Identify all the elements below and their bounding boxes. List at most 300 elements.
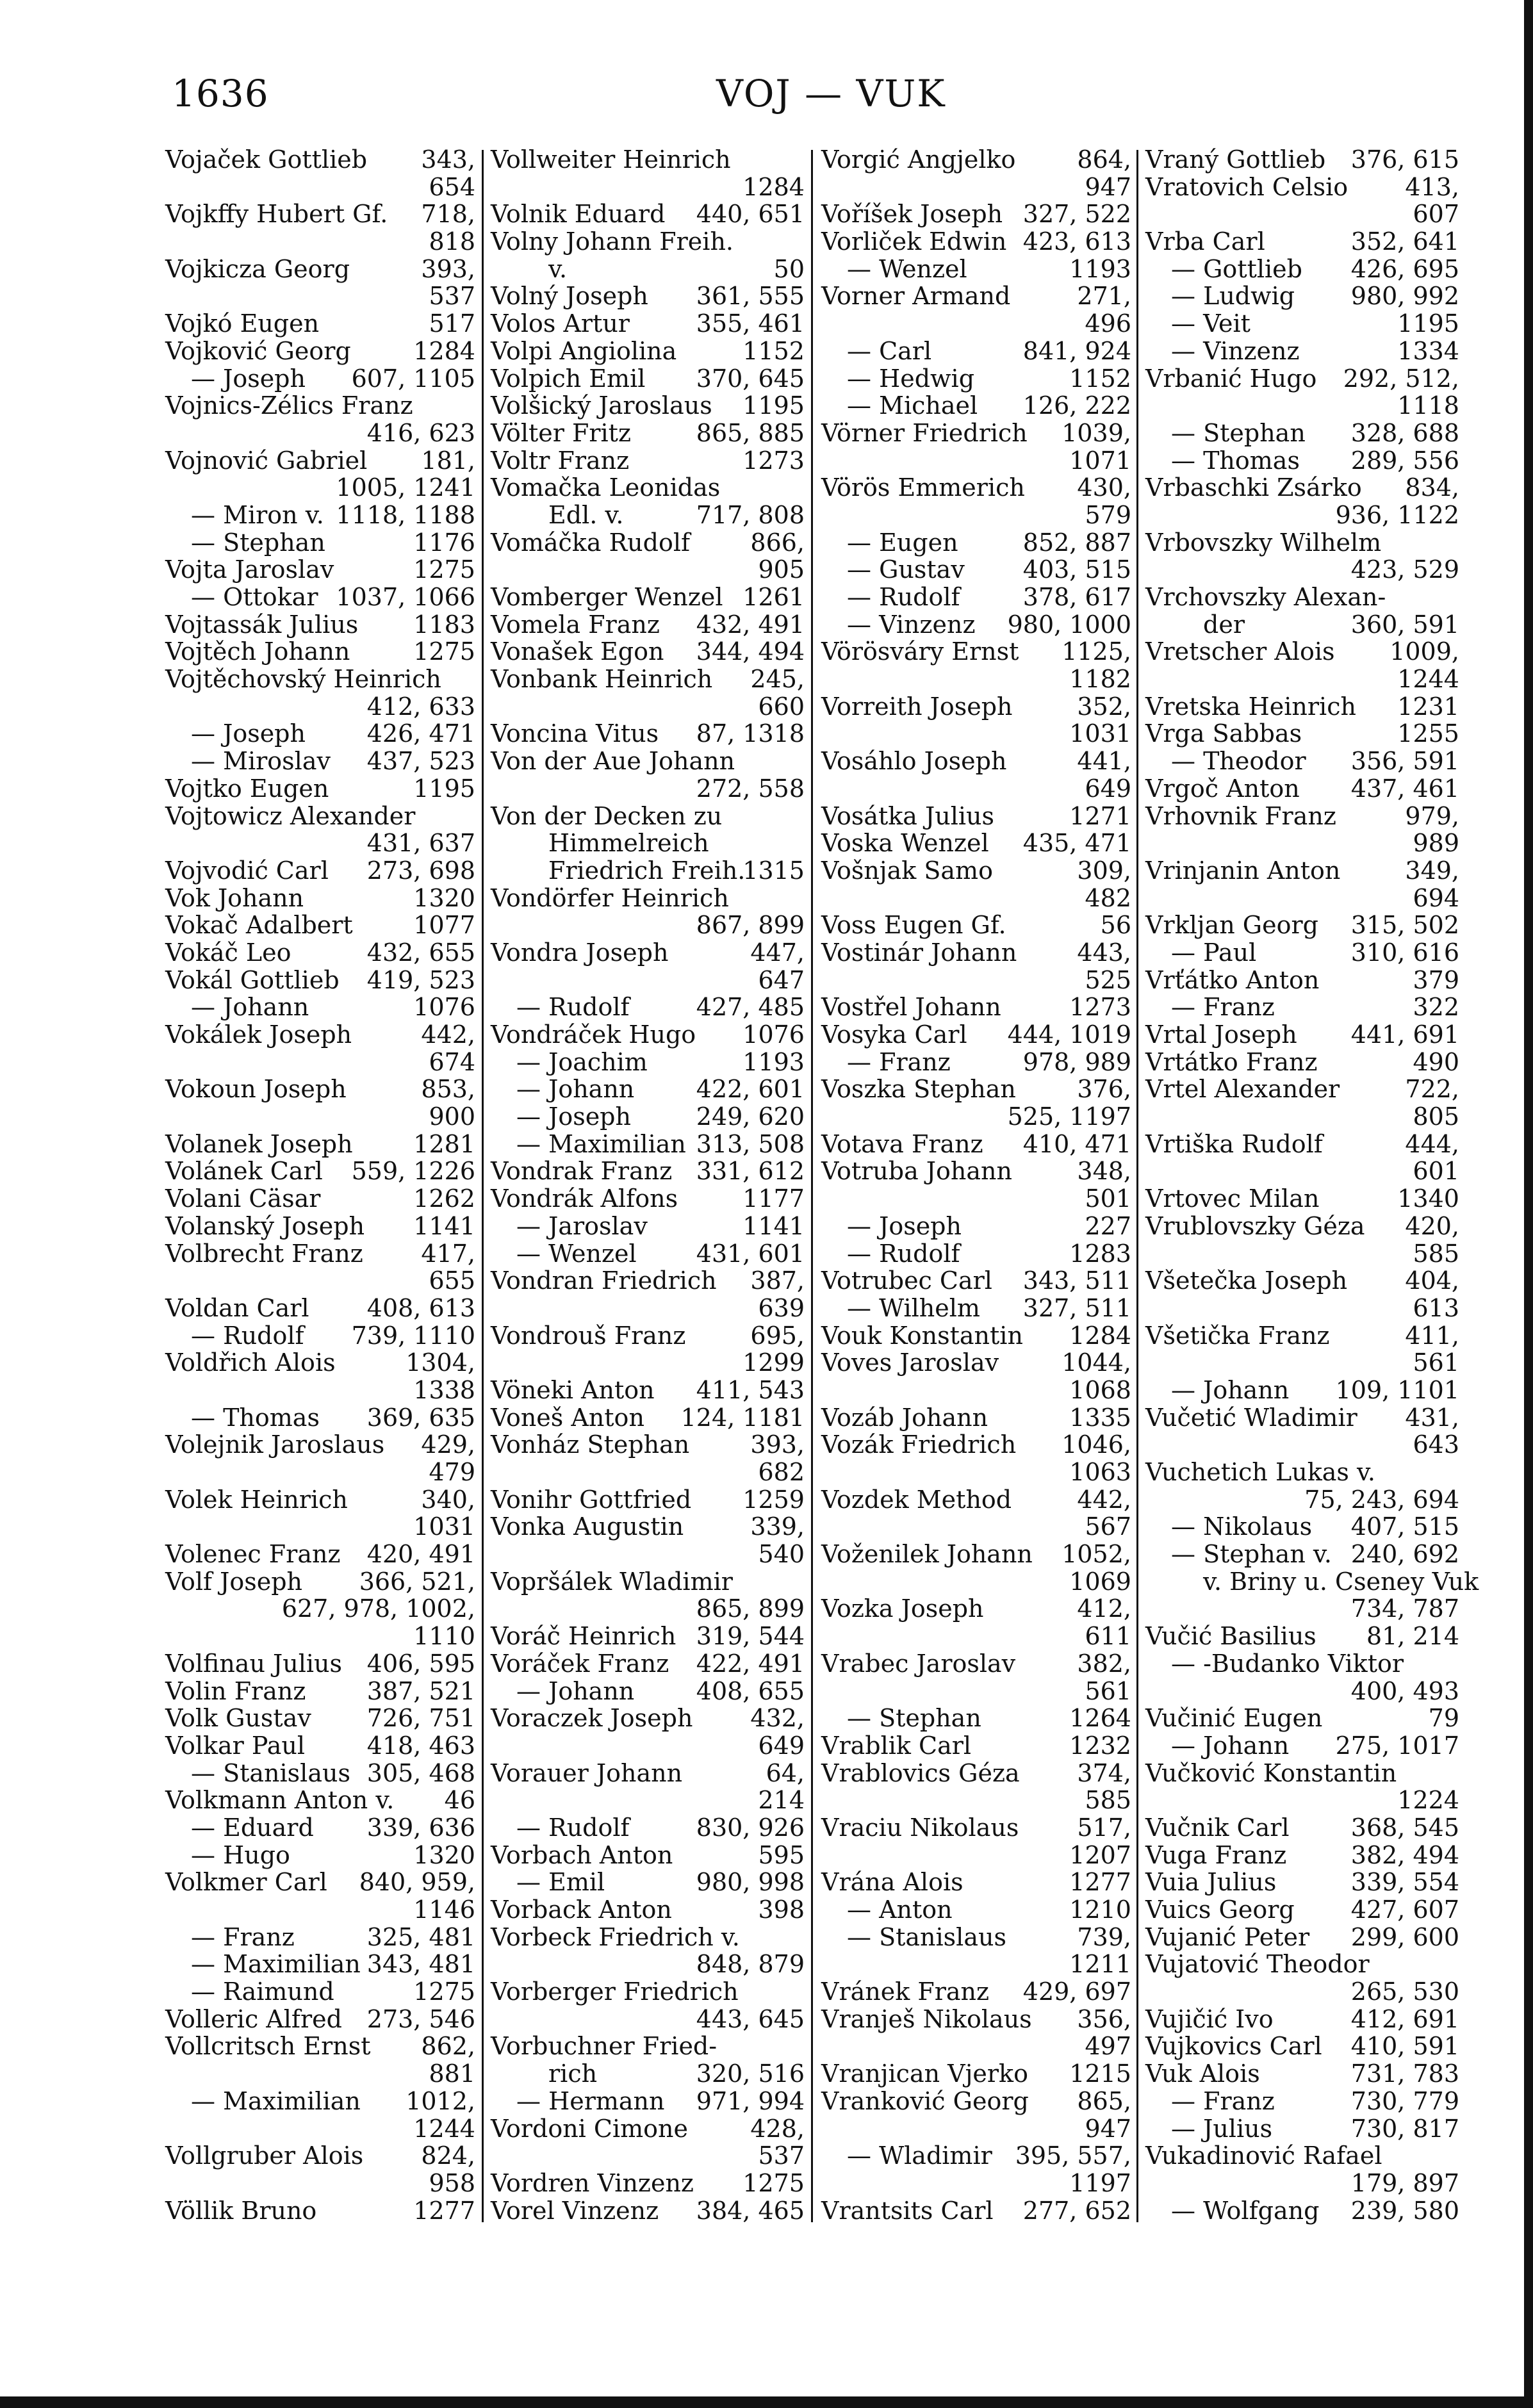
entry-line (821, 1240, 1131, 1268)
entry-name: Volleric Alfred (165, 2004, 342, 2033)
entry-name: Volšický Jaroslaus (491, 391, 712, 420)
entry-pages: 340, (421, 1485, 475, 1514)
entry-pages: 429, (421, 1430, 475, 1459)
entry-name: Vujkovics Carl (1145, 2032, 1322, 2061)
entry-line (491, 666, 805, 693)
entry-pages: 289, 556 (1350, 446, 1459, 475)
entry-line (821, 1131, 1131, 1158)
entry-line (821, 1595, 1131, 1623)
entry-name: Vrána Alois (821, 1868, 963, 1897)
entry-name: Vorberger Friedrich (491, 1978, 739, 2006)
entry-name: — Carl (847, 336, 932, 365)
entry-pages: 479 (429, 1458, 475, 1486)
entry-line (165, 693, 475, 721)
entry-line (821, 2060, 1131, 2088)
entry-line (821, 1869, 1131, 1896)
entry-name: Vrba Carl (1145, 227, 1265, 256)
entry-pages: 585 (1413, 1239, 1459, 1268)
entry-pages: 382, 494 (1350, 1840, 1459, 1869)
entry-name: Vojta Jaroslav (165, 555, 334, 584)
entry-line (821, 1541, 1131, 1568)
entry-line (1145, 1650, 1459, 1678)
entry-name: Vorauer Johann (491, 1758, 683, 1787)
entry-pages: 418, 463 (366, 1731, 475, 1760)
entry-pages: 1215 (1069, 2060, 1131, 2088)
entry-line (1145, 830, 1459, 857)
entry-line (165, 1678, 475, 1705)
entry-line (821, 584, 1131, 611)
entry-name: — Nikolaus (1171, 1512, 1313, 1541)
entry-name: Volin Franz (165, 1676, 306, 1705)
entry-line (491, 556, 805, 584)
entry-name: Vondra Joseph (491, 938, 669, 967)
entry-line (1145, 1541, 1459, 1568)
entry-line (821, 994, 1131, 1021)
entry-pages: 730, 779 (1350, 2086, 1459, 2115)
entry-line (491, 1459, 805, 1486)
entry-line (821, 1951, 1131, 1978)
entry-pages: 343, (421, 145, 475, 174)
entry-line (165, 1322, 475, 1350)
entry-pages: 447, (750, 938, 805, 967)
entry-line (491, 1650, 805, 1678)
entry-line (165, 146, 475, 174)
entry-line (165, 720, 475, 748)
entry-name: Vörös Emmerich (821, 473, 1025, 502)
column-1 (165, 146, 475, 2224)
entry-pages: 1031 (413, 1512, 475, 1541)
entry-line (491, 1322, 805, 1350)
entry-name: Vondrouš Franz (491, 1321, 686, 1350)
entry-name: Volpich Emil (491, 364, 646, 393)
entry-pages: 1063 (1069, 1458, 1131, 1486)
entry-name: Vojkicza Georg (165, 254, 350, 283)
entry-name: — Wilhelm (847, 1293, 980, 1322)
entry-pages: 1044, (1062, 1348, 1131, 1377)
entry-line (491, 939, 805, 967)
entry-name: — Stephan (191, 528, 325, 557)
entry-name: Vondran Friedrich (491, 1266, 717, 1295)
entry-pages: 305, 468 (366, 1758, 475, 1787)
entry-pages: 355, 461 (696, 309, 805, 338)
entry-pages: 277, 652 (1022, 2196, 1131, 2225)
entry-line (1145, 283, 1459, 310)
entry-name: Vorel Vinzenz (491, 2196, 659, 2225)
entry-line (1145, 584, 1459, 611)
entry-line (1145, 2060, 1459, 2088)
entry-name: — Joseph (191, 364, 306, 393)
entry-line (1145, 1404, 1459, 1432)
entry-line (491, 1349, 805, 1377)
entry-name: Vrtátko Franz (1145, 1047, 1318, 1076)
entry-pages: 249, 620 (696, 1102, 805, 1131)
entry-pages: 731, 783 (1350, 2060, 1459, 2088)
entry-pages: 181, (421, 446, 475, 475)
entry-name: Vojković Georg (165, 336, 351, 365)
entry-line (821, 1924, 1131, 1951)
entry-pages: 273, 546 (366, 2004, 475, 2033)
entry-name: Volk Gustav (165, 1704, 311, 1733)
entry-line (165, 1951, 475, 1978)
entry-pages: 443, (1077, 938, 1131, 967)
entry-line (1145, 256, 1459, 283)
entry-pages: 428, (750, 2114, 805, 2143)
entry-line (1145, 1732, 1459, 1760)
entry-line (491, 693, 805, 721)
entry-pages: 339, 554 (1350, 1868, 1459, 1897)
entry-name: Všetečka Joseph (1145, 1266, 1348, 1295)
entry-line (821, 502, 1131, 529)
entry-pages: 272, 558 (696, 774, 805, 803)
entry-pages: 1110 (413, 1622, 475, 1651)
entry-pages: 442, (1077, 1485, 1131, 1514)
entry-line (491, 1760, 805, 1787)
entry-pages: 109, 1101 (1335, 1375, 1459, 1404)
entry-name: Vojvodić Carl (165, 856, 329, 885)
entry-pages: 1340 (1397, 1184, 1459, 1213)
entry-line (491, 1158, 805, 1185)
entry-line (1145, 2115, 1459, 2143)
entry-name: Vorliček Edwin (821, 227, 1007, 256)
entry-name: — Wenzel (847, 254, 967, 283)
entry-pages: 579 (1085, 500, 1131, 529)
entry-name: — Franz (847, 1047, 951, 1076)
entry-pages: 420, 491 (366, 1540, 475, 1569)
entry-name: der (1203, 610, 1245, 639)
entry-pages: 299, 600 (1350, 1922, 1459, 1951)
entry-name: Vojtěch Johann (165, 637, 350, 666)
entry-line (1145, 967, 1459, 994)
entry-line (491, 1896, 805, 1924)
entry-pages: 1207 (1069, 1840, 1131, 1869)
entry-pages: 400, 493 (1350, 1676, 1459, 1705)
entry-pages: 1005, 1241 (336, 473, 475, 502)
entry-pages: 240, 692 (1350, 1540, 1459, 1569)
entry-line (1145, 1924, 1459, 1951)
entry-line (165, 939, 475, 967)
entry-name: Vomáčka Rudolf (491, 528, 691, 557)
entry-line (1145, 2006, 1459, 2033)
entry-line (1145, 420, 1459, 447)
entry-pages: 867, 899 (696, 911, 805, 940)
entry-pages: 437, 523 (366, 747, 475, 776)
entry-line (821, 1623, 1131, 1650)
entry-line (821, 2033, 1131, 2060)
entry-name: Vojnics-Zélics Franz (165, 391, 413, 420)
entry-name: — Johann (1171, 1375, 1290, 1404)
entry-pages: 313, 508 (696, 1129, 805, 1158)
entry-name: Volný Joseph (491, 282, 648, 311)
entry-line (821, 2170, 1131, 2197)
entry-pages: 422, 491 (696, 1649, 805, 1678)
entry-line (821, 775, 1131, 803)
entry-name: Vrinjanin Anton (1145, 856, 1341, 885)
entry-name: Vujičić Ivo (1145, 2004, 1274, 2033)
entry-pages: 432, 655 (366, 938, 475, 967)
entry-line (491, 967, 805, 994)
entry-line (1145, 1595, 1459, 1623)
entry-line (1145, 666, 1459, 693)
entry-name: — Franz (1171, 993, 1275, 1022)
entry-pages: 649 (758, 1731, 805, 1760)
entry-line (1145, 748, 1459, 775)
entry-line (165, 1486, 475, 1514)
entry-name: — Wladimir (847, 2142, 992, 2170)
entry-line (491, 1267, 805, 1295)
entry-line (821, 638, 1131, 666)
entry-line (821, 1760, 1131, 1787)
entry-name: Voldan Carl (165, 1293, 309, 1322)
entry-line (491, 338, 805, 365)
entry-pages: 1320 (413, 1840, 475, 1869)
entry-pages: 426, 695 (1350, 254, 1459, 283)
entry-line (1145, 2170, 1459, 2197)
entry-name: Vosáhlo Joseph (821, 747, 1007, 776)
entry-line (1145, 146, 1459, 174)
entry-pages: 730, 817 (1350, 2114, 1459, 2143)
entry-line (1145, 529, 1459, 557)
entry-line (165, 420, 475, 447)
entry-pages: 540 (758, 1540, 805, 1569)
column-rule (482, 150, 484, 2222)
entry-pages: 245, (750, 665, 805, 694)
entry-pages: 1176 (413, 528, 475, 557)
entry-name: — Ottokar (191, 583, 318, 611)
entry-name: — Rudolf (516, 1813, 630, 1842)
entry-pages: 607 (1413, 200, 1459, 229)
entry-pages: 398 (758, 1896, 805, 1924)
entry-pages: 356, (1077, 2004, 1131, 2033)
entry-pages: 75, 243, 694 (1304, 1485, 1459, 1514)
entry-name: Voříšek Joseph (821, 200, 1003, 229)
entry-line (821, 1732, 1131, 1760)
entry-name: Volánek Carl (165, 1157, 323, 1186)
entry-name: — Maximilian (516, 1129, 686, 1158)
entry-pages: 325, 481 (366, 1922, 475, 1951)
entry-line (165, 2060, 475, 2088)
entry-name: Voss Eugen Gf. (821, 911, 1006, 940)
entry-pages: 718, (421, 200, 475, 229)
entry-name: Vojtko Eugen (165, 774, 329, 803)
entry-line (821, 174, 1131, 201)
entry-line (165, 2142, 475, 2170)
entry-line (165, 1650, 475, 1678)
entry-line (165, 228, 475, 256)
entry-name: Vozáb Johann (821, 1403, 988, 1432)
entry-line (491, 2060, 805, 2088)
entry-name: Vokoun Joseph (165, 1075, 347, 1104)
entry-pages: 1299 (742, 1348, 805, 1377)
entry-line (1145, 1760, 1459, 1787)
entry-line (491, 474, 805, 502)
entry-line (165, 1568, 475, 1596)
entry-name: Vorback Anton (491, 1896, 672, 1924)
entry-pages: 1320 (413, 883, 475, 912)
entry-name: — Veit (1171, 309, 1250, 338)
entry-pages: 368, 545 (1350, 1813, 1459, 1842)
entry-pages: 517 (429, 309, 475, 338)
entry-name: Vučković Konstantin (1145, 1758, 1397, 1787)
entry-pages: 1244 (1397, 665, 1459, 694)
entry-name: — Stephan (1171, 418, 1306, 447)
entry-line (165, 775, 475, 803)
entry-pages: 343, 481 (366, 1950, 475, 1979)
entry-line (165, 1349, 475, 1377)
entry-name: Vranješ Nikolaus (821, 2004, 1032, 2033)
entry-line (1145, 1185, 1459, 1213)
entry-line (165, 1431, 475, 1459)
entry-line (165, 1541, 475, 1568)
entry-line (491, 720, 805, 748)
entry-line (821, 1404, 1131, 1432)
entry-line (821, 556, 1131, 584)
entry-pages: 81, 214 (1366, 1622, 1459, 1651)
entry-pages: 1182 (1069, 665, 1131, 694)
entry-line (491, 365, 805, 393)
entry-line (491, 912, 805, 939)
entry-pages: 1255 (1397, 719, 1459, 748)
entry-line (821, 201, 1131, 228)
entry-pages: 1076 (413, 993, 475, 1022)
entry-pages: 734, 787 (1350, 1594, 1459, 1623)
entry-line (491, 830, 805, 857)
entry-line (165, 666, 475, 693)
entry-line (491, 748, 805, 775)
entry-pages: 958 (429, 2168, 475, 2197)
entry-pages: 905 (758, 555, 805, 584)
entry-pages: 432, 491 (696, 610, 805, 639)
entry-name: — Thomas (191, 1403, 320, 1432)
entry-line (821, 1678, 1131, 1705)
entry-pages: 1262 (413, 1184, 475, 1213)
entry-line (821, 146, 1131, 174)
entry-pages: 419, 523 (366, 965, 475, 994)
entry-name: Vomačka Leonidas (491, 473, 721, 502)
entry-pages: 412, (1077, 1594, 1131, 1623)
entry-line (165, 201, 475, 228)
entry-name: — Eduard (191, 1813, 314, 1842)
entry-name: Volanek Joseph (165, 1129, 353, 1158)
entry-line (821, 720, 1131, 748)
entry-pages: 840, 959, (359, 1868, 475, 1897)
entry-pages: 422, 601 (696, 1075, 805, 1104)
entry-name: — Raimund (191, 1978, 334, 2006)
entry-name: — Julius (1171, 2114, 1273, 2143)
entry-line (165, 1103, 475, 1131)
entry-line (491, 1377, 805, 1404)
entry-pages: 411, (1405, 1321, 1459, 1350)
entry-pages: 265, 530 (1350, 1978, 1459, 2006)
entry-line (1145, 1869, 1459, 1896)
entry-line (491, 1213, 805, 1240)
entry-name: Vorreith Joseph (821, 692, 1013, 721)
entry-line (165, 1732, 475, 1760)
entry-pages: 395, 557, (1015, 2142, 1131, 2170)
entry-line (165, 256, 475, 283)
entry-pages: 900 (429, 1102, 475, 1131)
entry-line (165, 1869, 475, 1896)
entry-pages: 1275 (413, 555, 475, 584)
entry-name: — Anton (847, 1896, 953, 1924)
entry-pages: 406, 595 (366, 1649, 475, 1678)
entry-pages: 1009, (1390, 637, 1459, 666)
entry-line (165, 283, 475, 310)
entry-name: Volanský Joseph (165, 1211, 365, 1240)
entry-line (1145, 1705, 1459, 1732)
entry-pages: 404, (1405, 1266, 1459, 1295)
entry-name: Vrantsits Carl (821, 2196, 994, 2225)
entry-pages: 432, (750, 1704, 805, 1733)
entry-name: Vrchovszky Alexan- (1145, 583, 1386, 611)
entry-name: — Johann (1171, 1731, 1290, 1760)
entry-name: Vránek Franz (821, 1978, 990, 2006)
entry-name: — Paul (1171, 938, 1257, 967)
entry-line (165, 1896, 475, 1924)
entry-pages: 1224 (1397, 1786, 1459, 1815)
entry-name: Vuics Georg (1145, 1896, 1295, 1924)
entry-name: — Vinzenz (847, 610, 976, 639)
entry-pages: 378, 617 (1022, 583, 1131, 611)
entry-pages: 881 (429, 2060, 475, 2088)
entry-pages: 412, 691 (1350, 2004, 1459, 2033)
entry-line (491, 857, 805, 885)
entry-line (821, 666, 1131, 693)
entry-line (1145, 1049, 1459, 1076)
entry-pages: 1125, (1062, 637, 1131, 666)
entry-pages: 717, 808 (696, 500, 805, 529)
entry-pages: 420, (1405, 1211, 1459, 1240)
entry-name: Voneš Anton (491, 1403, 644, 1432)
entry-pages: 87, 1318 (696, 719, 805, 748)
entry-pages: 310, 616 (1350, 938, 1459, 967)
entry-pages: 1152 (742, 336, 805, 365)
entry-line (491, 1431, 805, 1459)
entry-name: Vok Johann (165, 883, 304, 912)
entry-pages: 407, 515 (1350, 1512, 1459, 1541)
entry-name: — Michael (847, 391, 978, 420)
entry-name: Vokál Gottlieb (165, 965, 340, 994)
entry-pages: 1281 (413, 1129, 475, 1158)
entry-name: Vojtassák Julius (165, 610, 359, 639)
entry-line (165, 2170, 475, 2197)
entry-name: Vokač Adalbert (165, 911, 353, 940)
entry-line (1145, 338, 1459, 365)
entry-pages: 1232 (1069, 1731, 1131, 1760)
entry-name: — Hedwig (847, 364, 975, 393)
entry-line (491, 2115, 805, 2143)
entry-name: — Theodor (1171, 747, 1306, 776)
entry-name: Vučetić Wladimir (1145, 1403, 1357, 1432)
entry-name: — Thomas (1171, 446, 1300, 475)
entry-pages: 1211 (1069, 1950, 1131, 1979)
entry-line (821, 1267, 1131, 1295)
entry-pages: 866, (750, 528, 805, 557)
entry-pages: 1141 (742, 1211, 805, 1240)
entry-name: Von der Decken zu (491, 801, 723, 830)
entry-pages: 1335 (1069, 1403, 1131, 1432)
entry-pages: 1183 (413, 610, 475, 639)
entry-pages: 654 (429, 172, 475, 201)
entry-name: Vostřel Johann (821, 993, 1001, 1022)
entry-name: Volnik Eduard (491, 200, 666, 229)
entry-pages: 1195 (413, 774, 475, 803)
entry-line (821, 392, 1131, 420)
entry-line (1145, 1267, 1459, 1295)
entry-line (1145, 174, 1459, 201)
entry-line (165, 310, 475, 338)
entry-name: Vujatović Theodor (1145, 1950, 1370, 1979)
entry-name: Vonház Stephan (491, 1430, 690, 1459)
